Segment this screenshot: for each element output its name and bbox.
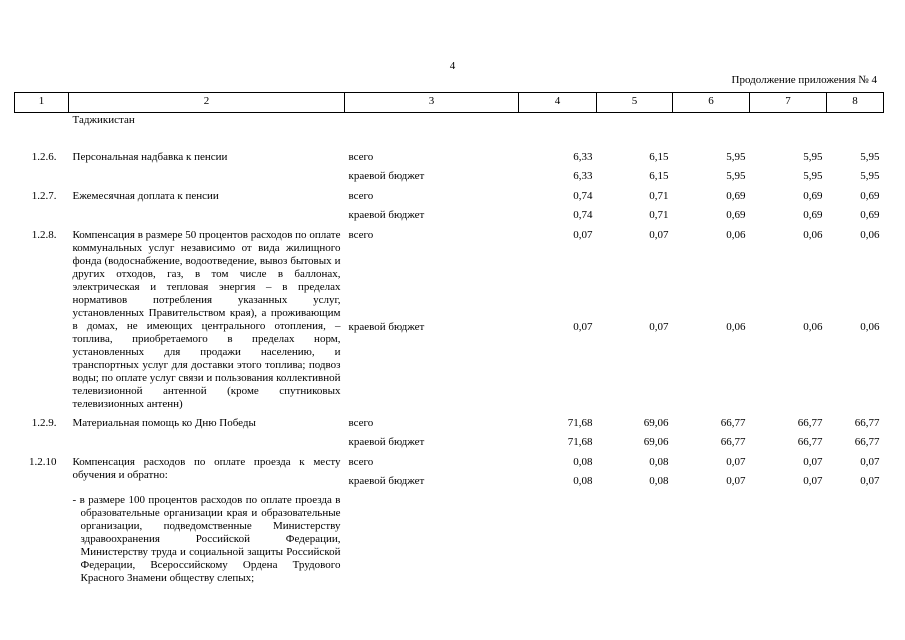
sub-item-text: - в размере 100 процентов расходов по оплате проезда в образовательные организации края и образовательные организации, подведомственные Министерству здравоохранения Российской Федерации, Министерству труда и социальной защиты Российской Федерации, Всероссийскому Ордена Трудового Красного Знамени обществу слепых; (72, 494, 341, 584)
value-cell: 71,68 (567, 436, 593, 448)
value-cell: 5,95 (803, 151, 823, 163)
value-cell: 5,95 (726, 151, 746, 163)
value-cell: 0,69 (726, 209, 746, 221)
table-row (15, 190, 884, 209)
value-cell: 0,71 (649, 209, 669, 221)
value-cell: 0,69 (726, 190, 746, 202)
value-cell: 69,06 (643, 436, 669, 448)
table-row (15, 151, 884, 170)
budget-table (14, 92, 884, 585)
column-header: 1 (15, 93, 69, 113)
row-name: Компенсация в размере 50 процентов расходов по оплате коммунальных услуг независимо от вида жилищного фонда (водоснабжение, водоотведение, вывоз бытовых и других отходов, газ, в том числе в баллонах, электрическая и тепловая энергия – в пределах нормативов потребления указанных услуг, установленных Правительством края), а проживающим в домах, не имеющих центрального отопления, – топлива, приобретаемого в пределах норм, установленных для продажи населению, и транспортных услуг для доставки этого топлива; подвоз воды; по оплате услуг связи и пользования коллективной телевизионной антенной (кроме спутниковых телевизионных антенн) (72, 229, 341, 410)
budget-line-label: всего (348, 417, 374, 429)
value-cell: 6,15 (649, 170, 669, 182)
column-header: 7 (750, 93, 827, 113)
country-name: Таджикистан (72, 114, 135, 126)
value-cell: 0,08 (649, 456, 669, 468)
value-cell: 0,07 (860, 456, 880, 468)
value-cell: 66,77 (797, 417, 823, 429)
budget-line-label: краевой бюджет (348, 475, 425, 487)
budget-line-label: всего (348, 151, 374, 163)
value-cell: 66,77 (854, 417, 880, 429)
budget-line-label: краевой бюджет (348, 436, 425, 448)
value-cell: 0,08 (649, 475, 669, 487)
table-row (15, 417, 884, 436)
value-cell: 5,95 (803, 170, 823, 182)
value-cell: 0,69 (860, 209, 880, 221)
row-name: Персональная надбавка к пенсии (72, 151, 228, 163)
value-cell: 0,06 (803, 229, 823, 241)
value-cell: 0,06 (860, 229, 880, 241)
value-cell: 66,77 (720, 436, 746, 448)
budget-line-label: всего (348, 229, 374, 241)
value-cell: 69,06 (643, 417, 669, 429)
budget-line-label: всего (348, 190, 374, 202)
budget-line-label: краевой бюджет (348, 320, 425, 333)
page-number: 4 (449, 60, 456, 72)
value-cell: 66,77 (854, 436, 880, 448)
value-cell: 0,07 (649, 320, 669, 333)
value-cell: 5,95 (726, 170, 746, 182)
value-cell: 66,77 (797, 436, 823, 448)
column-header: 3 (345, 93, 519, 113)
row-name: Материальная помощь ко Дню Победы (72, 417, 256, 429)
country-row (15, 113, 884, 152)
value-cell: 0,07 (803, 475, 823, 487)
value-cell: 6,33 (573, 170, 593, 182)
budget-line-label: краевой бюджет (348, 209, 425, 221)
value-cell: 0,06 (803, 320, 823, 333)
value-cell: 0,08 (573, 456, 593, 468)
value-cell: 71,68 (567, 417, 593, 429)
row-code: 1.2.10 (29, 456, 57, 468)
value-cell: 0,07 (573, 229, 593, 241)
column-header: 4 (519, 93, 597, 113)
row-name: Компенсация расходов по оплате проезда к месту обучения и обратно: (72, 456, 341, 481)
column-header: 8 (827, 93, 884, 113)
budget-line-label: всего (348, 456, 374, 468)
table-header-row (15, 93, 884, 113)
value-cell: 0,07 (803, 456, 823, 468)
column-header: 2 (69, 93, 345, 113)
value-cell: 6,15 (649, 151, 669, 163)
value-cell: 0,07 (860, 475, 880, 487)
row-code: 1.2.6. (31, 151, 57, 163)
value-cell: 66,77 (720, 417, 746, 429)
value-cell: 5,95 (860, 170, 880, 182)
table-row (15, 456, 884, 475)
column-header: 6 (673, 93, 750, 113)
value-cell: 6,33 (573, 151, 593, 163)
sub-item-row (15, 494, 884, 585)
value-cell: 0,74 (573, 190, 593, 202)
value-cell: 0,06 (860, 320, 880, 333)
value-cell: 0,69 (860, 190, 880, 202)
row-code: 1.2.7. (31, 190, 57, 202)
budget-line-label: краевой бюджет (348, 170, 425, 182)
row-code: 1.2.8. (31, 229, 57, 241)
value-cell: 0,69 (803, 190, 823, 202)
column-header: 5 (597, 93, 673, 113)
value-cell: 0,06 (726, 229, 746, 241)
value-cell: 0,08 (573, 475, 593, 487)
value-cell: 0,71 (649, 190, 669, 202)
row-name: Ежемесячная доплата к пенсии (72, 190, 219, 202)
value-cell: 0,69 (803, 209, 823, 221)
table-row (15, 229, 884, 321)
value-cell: 0,06 (726, 320, 746, 333)
value-cell: 5,95 (860, 151, 880, 163)
row-code: 1.2.9. (31, 417, 57, 429)
value-cell: 0,07 (649, 229, 669, 241)
value-cell: 0,07 (726, 456, 746, 468)
value-cell: 0,74 (573, 209, 593, 221)
value-cell: 0,07 (573, 320, 593, 333)
appendix-title: Продолжение приложения № 4 (731, 74, 877, 86)
value-cell: 0,07 (726, 475, 746, 487)
